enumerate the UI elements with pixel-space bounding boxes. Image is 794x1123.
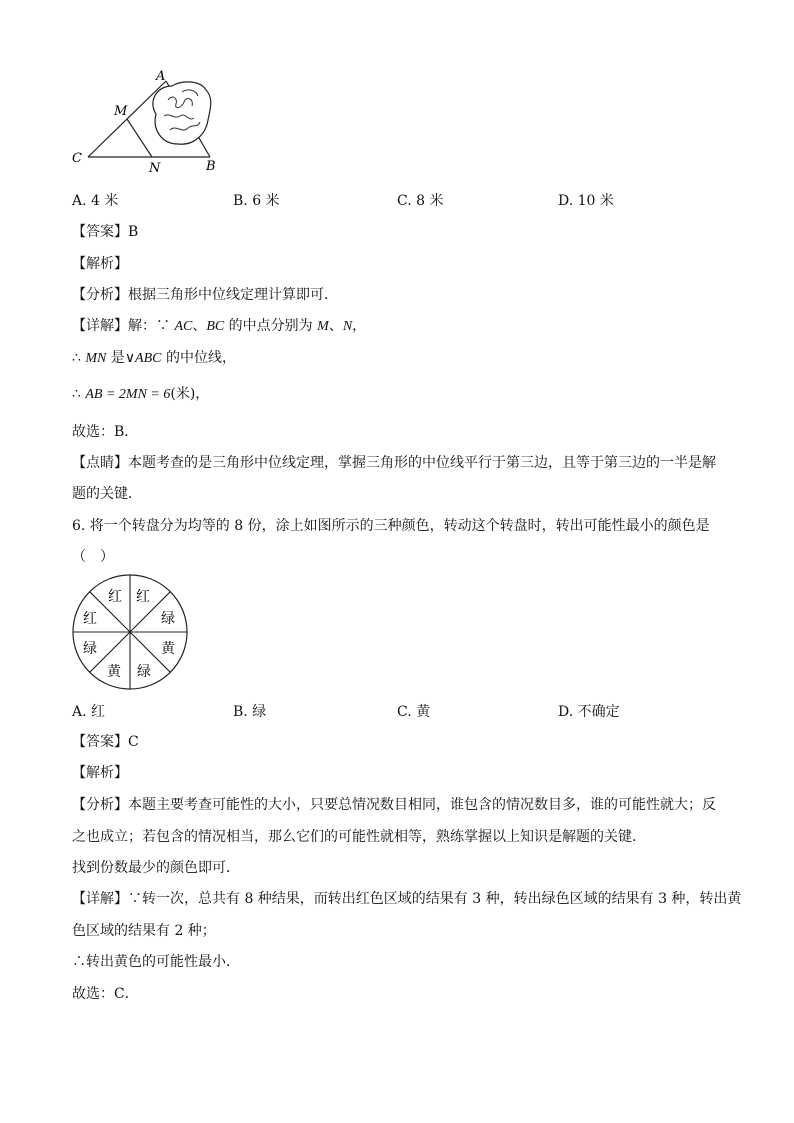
triangle-pond-figure <box>64 64 234 179</box>
q5-line-formula <box>72 384 209 405</box>
xiangjie-end: ， <box>352 318 367 334</box>
q6-xiangjie-line2: 色区域的结果有 2 种； <box>72 923 216 939</box>
label-a: A <box>156 69 166 84</box>
spinner-wheel <box>70 574 190 694</box>
q5-option-c[interactable]: C. 8 米 <box>397 193 444 209</box>
triangle-abc: ∨ABC <box>124 351 162 366</box>
answer-tag: 【答案】 <box>72 224 128 240</box>
q6-answer-line <box>72 732 139 752</box>
q5-option-a[interactable]: A. 4 米 <box>72 193 119 209</box>
wheel-sector-label: 红 <box>83 611 97 627</box>
label-b: B <box>206 159 216 174</box>
point-m: M <box>317 319 329 334</box>
pond-shape <box>153 82 211 144</box>
answer-value: B <box>128 224 139 240</box>
sep2: 、 <box>328 318 343 334</box>
dianjing-tag: 【点睛】 <box>72 455 128 471</box>
q6-fenxi-line2: 之也成立；若包含的情况相当，那么它们的可能性就相等，熟练掌握以上知识是解题的关键． <box>72 829 646 845</box>
q6-conclusion: ∴转出黄色的可能性最小． <box>72 954 240 970</box>
therefore-2: ∴ <box>72 386 86 402</box>
segment-mn: MN <box>85 351 107 366</box>
q5-dianjing-line2: 题的关键． <box>72 486 142 502</box>
q6-guxuan: 故选：C． <box>72 986 139 1002</box>
wheel-sector-label: 绿 <box>137 664 151 680</box>
q6-fenxi-line1 <box>72 795 716 815</box>
fenxi-tag: 【分析】 <box>72 797 128 813</box>
q5-analysis-tag: 【解析】 <box>72 256 128 272</box>
therefore-1: ∴ <box>72 350 86 366</box>
q6-fenxi-line3: 找到份数最少的颜色即可． <box>72 860 240 876</box>
wheel-sector-label: 绿 <box>161 611 175 627</box>
xiangjie-mid: 的中点分别为 <box>224 318 318 334</box>
point-n: N <box>342 319 353 334</box>
q6-option-d[interactable]: D. 不确定 <box>558 704 620 720</box>
answer-tag: 【答案】 <box>72 734 128 750</box>
segment-mn <box>127 119 152 157</box>
line2-end: 的中位线， <box>161 350 236 366</box>
q6-stem-line2: （ ） <box>72 549 114 565</box>
answer-value: C <box>128 734 139 750</box>
q6-option-c[interactable]: C. 黄 <box>397 704 431 720</box>
fenxi-text1: 本题主要考查可能性的大小，只要总情况数目相同，谁包含的情况数目多，谁的可能性就大；反 <box>128 797 716 813</box>
dianjing-text1: 本题考查的是三角形中位线定理，掌握三角形的中位线平行于第三边，且等于第三边的一半是解 <box>128 455 716 471</box>
wheel-sector-label: 红 <box>108 589 122 605</box>
q6-stem-line1: 6. 将一个转盘分为均等的 8 份，涂上如图所示的三种颜色，转动这个转盘时，转出可能性最小的颜色是 <box>72 518 710 534</box>
label-c: C <box>72 151 82 166</box>
q5-guxuan: 故选：B． <box>72 424 139 440</box>
line2-mid: 是 <box>106 350 125 366</box>
label-m: M <box>114 104 128 119</box>
xiangjie-text1: ∵转一次，总共有 8 种结果，而转出红色区域的结果有 3 种，转出绿色区域的结果有 3 种，转出黄 <box>128 891 742 907</box>
wheel-sector-label: 红 <box>136 589 150 605</box>
xiangjie-pre: 解：∵ <box>128 318 175 334</box>
sep: 、 <box>192 318 207 334</box>
q5-fenxi-line <box>72 285 338 305</box>
q5-dianjing-line1 <box>72 453 716 473</box>
q5-xiangjie-line <box>72 316 366 337</box>
fenxi-text: 根据三角形中位线定理计算即可． <box>128 287 338 303</box>
q5-option-d[interactable]: D. 10 米 <box>558 193 614 209</box>
wheel-sector-label: 黄 <box>107 664 121 680</box>
segment-bc: BC <box>206 319 225 334</box>
label-n: N <box>149 161 161 176</box>
formula: AB = 2MN = 6 <box>85 387 171 402</box>
q6-analysis-tag: 【解析】 <box>72 765 128 781</box>
q6-option-a[interactable]: A. 红 <box>72 704 106 720</box>
segment-ac: AC <box>174 319 193 334</box>
q5-line-midline <box>72 348 236 369</box>
wheel-sector-label: 绿 <box>83 641 97 657</box>
q6-option-b[interactable]: B. 绿 <box>233 704 267 720</box>
q5-option-b[interactable]: B. 6 米 <box>233 193 280 209</box>
q6-xiangjie-line1 <box>72 889 741 909</box>
q5-answer-line <box>72 222 138 242</box>
xiangjie-tag: 【详解】 <box>72 891 128 907</box>
line3-end: (米)， <box>170 386 210 402</box>
fenxi-tag: 【分析】 <box>72 287 128 303</box>
wheel-sector-label: 黄 <box>161 641 175 657</box>
xiangjie-tag: 【详解】 <box>72 318 128 334</box>
